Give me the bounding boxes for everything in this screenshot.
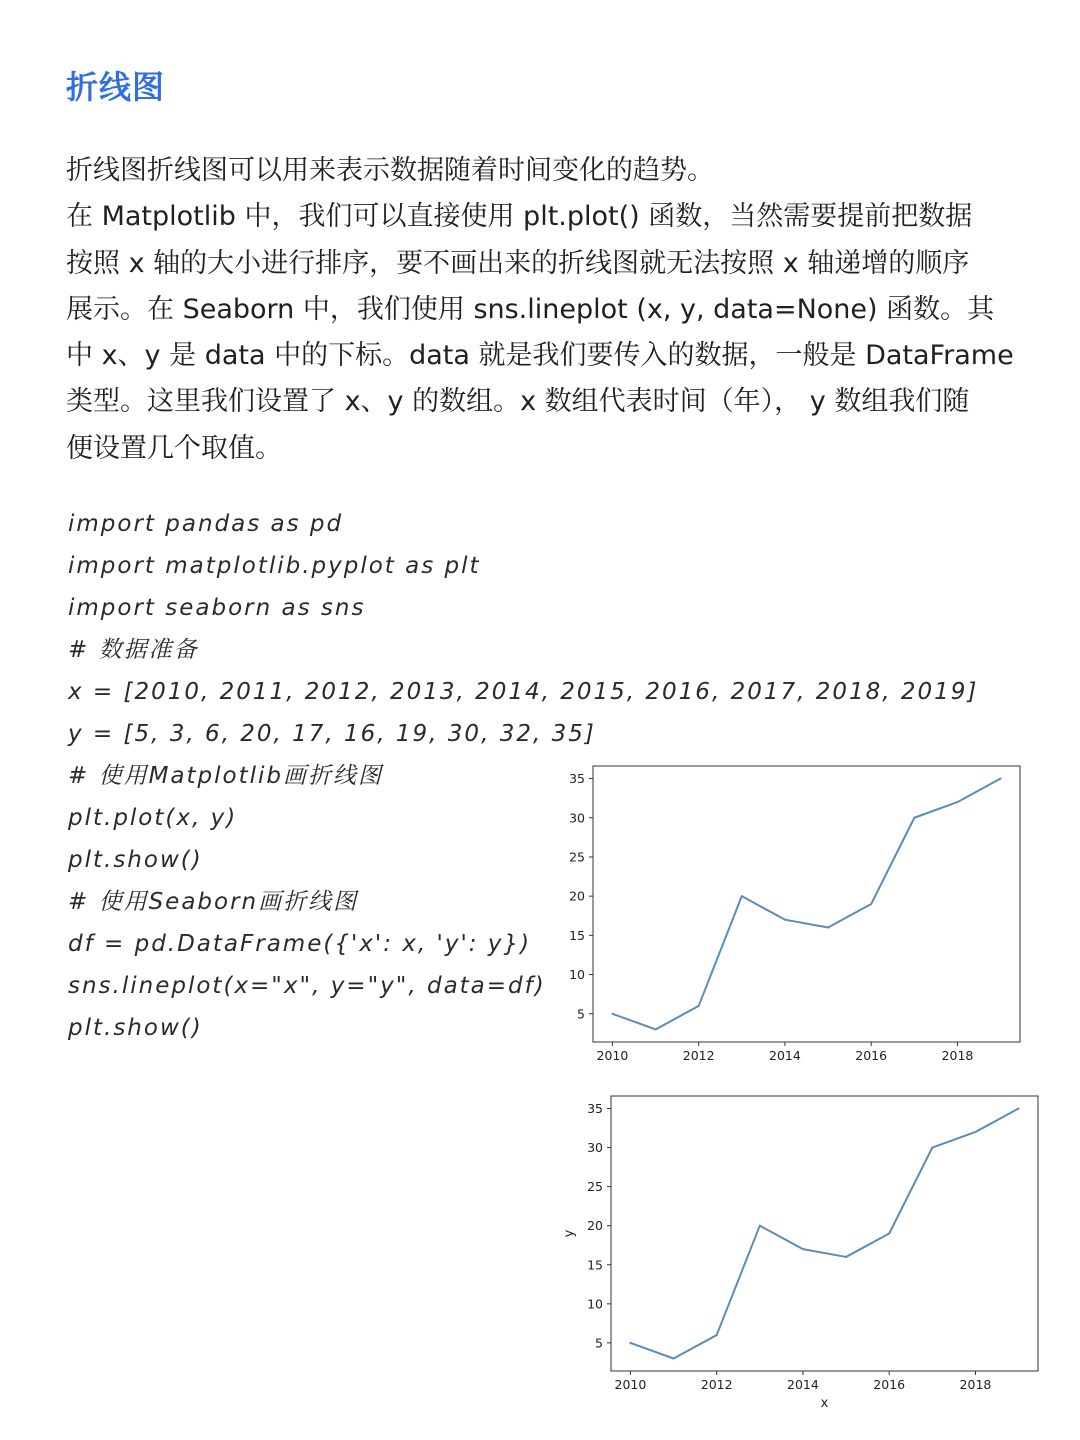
data-point [629,1342,631,1344]
y-tick-label: 10 [587,1296,603,1312]
y-tick-label: 25 [587,1179,603,1195]
data-point [974,1131,976,1133]
intro-paragraph [66,148,1056,472]
x-tick-label: 2018 [959,1377,992,1392]
code-line: plt.show() [68,1015,203,1041]
code-line: df = pd.DataFrame({'x': x, 'y': y}) [68,931,532,957]
data-point [655,1028,657,1030]
y-tick-label: 20 [569,888,585,904]
data-point [673,1358,675,1360]
seaborn-line-chart [555,1088,1045,1418]
paragraph-line: 中 x、y 是 data 中的下标。data 就是我们要传入的数据，一般是 DataFrame [66,340,1014,372]
paragraph-line: 便设置几个取值。 [66,432,282,464]
y-tick-label: 35 [587,1101,603,1116]
y-tick-label: 15 [587,1257,603,1273]
data-point [827,927,829,929]
code-line: plt.plot(x, y) [68,805,238,831]
code-line: import pandas as pd [68,511,344,537]
code-line: # 使用Seaborn画折线图 [68,889,359,915]
data-point [888,1233,890,1235]
data-point [1018,1108,1020,1110]
code-line: # 使用Matplotlib画折线图 [68,763,383,789]
y-tick-label: 15 [569,927,585,943]
x-tick-label: 2016 [873,1377,906,1392]
data-point [870,903,872,905]
matplotlib-line-chart [555,760,1025,1070]
data-point [698,1005,700,1007]
x-tick-label: 2010 [614,1377,647,1392]
plot-frame [611,1096,1038,1371]
x-tick-label: 2018 [941,1048,974,1063]
x-axis-label: x [820,1396,829,1411]
y-tick-label: 5 [577,1006,585,1022]
y-tick-label: 20 [587,1218,603,1234]
page-title: 折线图 [66,68,166,106]
y-tick-label: 30 [569,810,585,826]
code-line: plt.show() [68,847,203,873]
data-point [931,1147,933,1149]
x-tick-label: 2014 [787,1377,819,1392]
data-point [784,919,786,921]
x-tick-label: 2012 [682,1048,715,1063]
code-line: import matplotlib.pyplot as plt [68,553,481,579]
paragraph-line: 类型。这里我们设置了 x、y 的数组。x 数组代表时间（年）， y 数组我们随 [66,386,970,418]
paragraph-line: 展示。在 Seaborn 中，我们使用 sns.lineplot (x, y, data=None) 函数。其 [66,293,995,325]
paragraph-line: 按照 x 轴的大小进行排序，要不画出来的折线图就无法按照 x 轴递增的顺序 [66,247,970,279]
y-tick-label: 30 [587,1140,603,1156]
code-line: x = [2010, 2011, 2012, 2013, 2014, 2015, 2016, 2017, 2018, 2019] [68,679,979,705]
y-tick-label: 35 [569,771,585,787]
code-line: sns.lineplot(x="x", y="y", data=df) [68,973,546,999]
data-point [611,1013,613,1015]
data-point [913,817,915,819]
data-point [845,1256,847,1258]
paragraph-line: 在 Matplotlib 中，我们可以直接使用 plt.plot() 函数，当然需要提前把数据 [66,201,973,233]
x-tick-label: 2014 [769,1048,801,1063]
data-point [741,895,743,897]
y-tick-label: 25 [569,849,585,865]
x-tick-label: 2016 [855,1048,888,1063]
y-axis-label: y [562,1229,577,1238]
paragraph-line: 折线图折线图可以用来表示数据随着时间变化的趋势。 [66,155,714,186]
data-point [956,801,958,803]
code-line: y = [5, 3, 6, 20, 17, 16, 19, 30, 32, 35] [68,721,596,747]
x-tick-label: 2010 [596,1048,629,1063]
y-tick-label: 10 [569,967,585,983]
data-point [716,1334,718,1336]
x-tick-label: 2012 [700,1377,733,1392]
plot-frame [593,766,1020,1042]
data-point [802,1248,804,1250]
code-line: import seaborn as sns [68,595,366,621]
y-tick-label: 5 [595,1335,603,1351]
code-line: # 数据准备 [68,637,199,663]
data-point [1000,778,1002,780]
data-point [759,1225,761,1227]
